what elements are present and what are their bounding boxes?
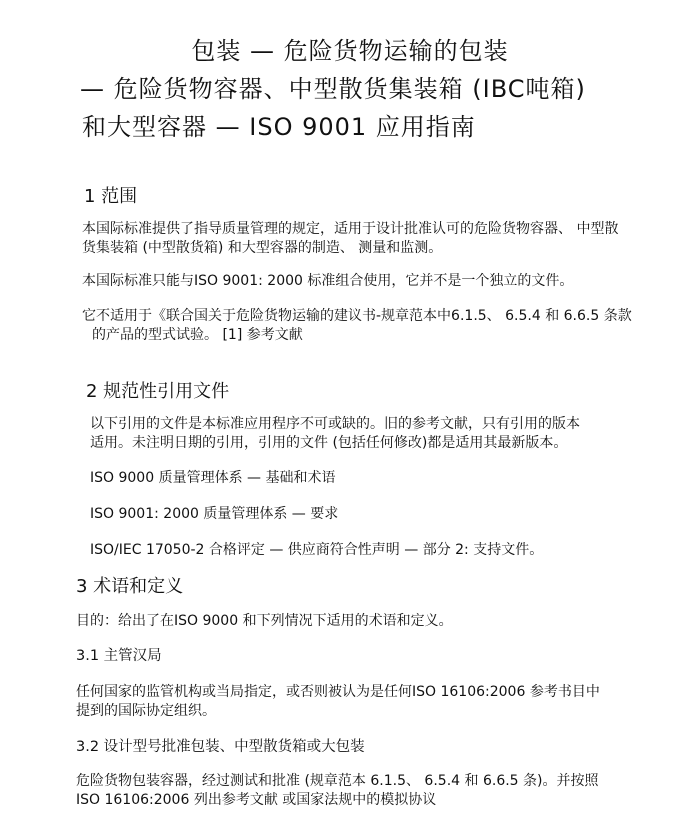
references-paragraph-line-1: 以下引用的文件是本标准应用程序不可或缺的。旧的参考文献，只有引用的版本 (90, 416, 580, 432)
subsection-3-2-heading: 3.2 设计型号批准包装、中型散货箱或大包装 (76, 739, 365, 755)
terms-intro: 目的：给出了在ISO 9000 和下列情况下适用的术语和定义。 (76, 613, 453, 629)
reference-iso-9001: ISO 9001: 2000 质量管理体系 — 要求 (90, 506, 339, 522)
scope-paragraph-3-line-2: 的产品的型式试验。 [1] 参考文献 (92, 327, 303, 343)
section-2-heading: 2 规范性引用文件 (86, 381, 230, 402)
subsection-3-1-heading: 3.1 主管汉局 (76, 648, 162, 664)
subsection-3-1-line-1: 任何国家的监管机构或当局指定，或否则被认为是任何ISO 16106:2006 参考书目中 (76, 684, 600, 700)
section-1-heading: 1 范围 (84, 186, 138, 207)
title-line-1: 包装 — 危险货物运输的包装 (191, 37, 509, 65)
title-line-3: 和大型容器 — ISO 9001 应用指南 (82, 113, 476, 141)
references-paragraph-line-2: 适用。未注明日期的引用，引用的文件 (包括任何修改)都是适用其最新版本。 (90, 435, 568, 451)
title-line-2: — 危险货物容器、中型散货集装箱 (IBC吨箱) (80, 75, 586, 103)
reference-iso-iec-17050-2: ISO/IEC 17050-2 合格评定 — 供应商符合性声明 — 部分 2: 支持文件。 (90, 542, 544, 558)
scope-paragraph-1-line-2: 货集装箱 (中型散货箱) 和大型容器的制造、 测量和监测。 (82, 240, 443, 256)
scope-paragraph-3-line-1: 它不适用于《联合国关于危险货物运输的建议书-规章范本中6.1.5、 6.5.4 和 6.6.5 条款 (82, 308, 632, 324)
subsection-3-2-line-2: ISO 16106:2006 列出参考文献 或国家法规中的模拟协议 (76, 792, 437, 808)
scope-paragraph-1-line-1: 本国际标准提供了指导质量管理的规定，适用于设计批准认可的危险货物容器、 中型散 (82, 221, 619, 237)
section-3-heading: 3 术语和定义 (76, 576, 184, 597)
scope-paragraph-2: 本国际标准只能与ISO 9001: 2000 标准组合使用，它并不是一个独立的文件。 (82, 273, 574, 289)
reference-iso-9000: ISO 9000 质量管理体系 — 基础和术语 (90, 470, 336, 486)
subsection-3-2-line-1: 危险货物包装容器，经过测试和批准 (规章范本 6.1.5、 6.5.4 和 6.6.5 条)。并按照 (76, 773, 599, 789)
subsection-3-1-line-2: 提到的国际协定组织。 (76, 703, 216, 719)
